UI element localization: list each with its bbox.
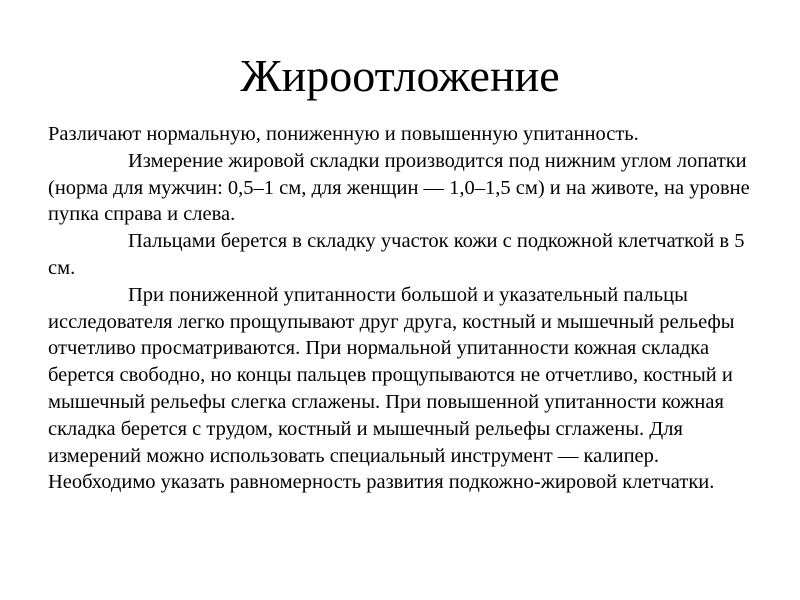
paragraph-technique: Пальцами берется в складку участок кожи с подкожной клетчаткой в 5 см. <box>48 230 745 279</box>
paragraph-intro: Различают нормальную, пониженную и повышенную упитанность. <box>48 123 639 145</box>
slide-body <box>48 121 768 496</box>
slide-title: Жироотложение <box>240 50 560 101</box>
paragraph-measurement: Измерение жировой складки производится под нижним углом лопатки (норма для мужчин: 0,5–1 см, для женщин — 1,0–1,5 см) и на животе, на уровне пупка справа и слева. <box>48 149 750 226</box>
paragraph-assessment: При пониженной упитанности большой и указательный пальцы исследователя легко прощупывают друг друга, костный и мышечный рельефы отчетливо просматриваются. При нормальной упитанности кожная складка берется свободно, но концы пальцев прощупываются не отчетливо, костный и мышечный рельефы слегка сглажены. При повышенной упитанности кожная складка берется с трудом, костный и мышечный рельефы сглажены. Для измерений можно использовать специальный инструмент — калипер. Необходимо указать равномерность развития подкожно-жировой клетчатки. <box>48 283 735 494</box>
